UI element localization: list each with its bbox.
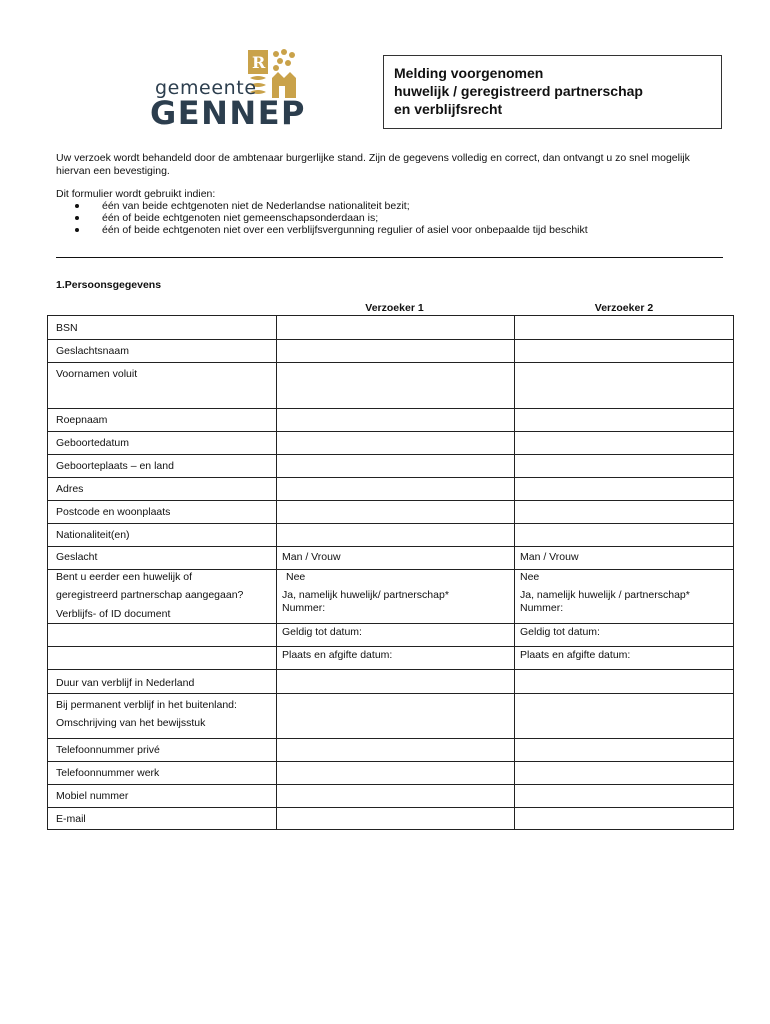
nummer-field-v1[interactable]: Nummer: bbox=[282, 602, 326, 614]
label-postcode: Postcode en woonplaats bbox=[56, 506, 171, 518]
row-divider bbox=[48, 339, 733, 340]
label-voornamen: Voornamen voluit bbox=[56, 368, 138, 380]
label-bsn: BSN bbox=[56, 322, 78, 334]
row-divider bbox=[48, 669, 733, 670]
label-eerder-huwelijk-2: geregistreerd partnerschap aangegaan? bbox=[56, 589, 244, 601]
row-divider bbox=[48, 362, 733, 363]
label-duur-verblijf: Duur van verblijf in Nederland bbox=[56, 677, 195, 689]
section-divider bbox=[56, 257, 723, 258]
column-header-verzoeker-1: Verzoeker 1 bbox=[365, 302, 424, 314]
label-geboortedatum: Geboortedatum bbox=[56, 437, 129, 449]
label-eerder-huwelijk: Bent u eerder een huwelijk of bbox=[56, 571, 193, 583]
row-divider bbox=[48, 784, 733, 785]
label-verblijfs-document: Verblijfs- of ID document bbox=[56, 608, 171, 620]
row-divider bbox=[48, 523, 733, 524]
bullet-icon bbox=[75, 204, 79, 208]
row-divider bbox=[48, 761, 733, 762]
label-bewijsstuk: Omschrijving van het bewijsstuk bbox=[56, 717, 206, 729]
geslacht-option-v1[interactable]: Man / Vrouw bbox=[282, 551, 341, 563]
row-divider bbox=[48, 408, 733, 409]
geslacht-option-v2[interactable]: Man / Vrouw bbox=[520, 551, 579, 563]
plaats-afgifte-field-v2[interactable]: Plaats en afgifte datum: bbox=[520, 649, 631, 661]
row-divider bbox=[48, 738, 733, 739]
condition-text: één van beide echtgenoten niet de Nederlandse nationaliteit bezit; bbox=[102, 200, 410, 212]
title-line-1: Melding voorgenomen bbox=[394, 65, 544, 81]
form-title-box bbox=[383, 55, 722, 129]
row-divider bbox=[48, 623, 733, 624]
geldig-tot-field-v1[interactable]: Geldig tot datum: bbox=[282, 626, 362, 638]
label-telefoon-werk: Telefoonnummer werk bbox=[56, 767, 160, 779]
label-adres: Adres bbox=[56, 483, 84, 495]
conditions-intro: Dit formulier wordt gebruikt indien: bbox=[56, 188, 216, 200]
row-divider bbox=[48, 477, 733, 478]
row-divider bbox=[48, 693, 733, 694]
nummer-field-v2[interactable]: Nummer: bbox=[520, 602, 564, 614]
row-divider bbox=[48, 431, 733, 432]
ja-option-v1[interactable]: Ja, namelijk huwelijk/ partnerschap* bbox=[282, 589, 449, 601]
row-divider bbox=[48, 454, 733, 455]
label-geboorteplaats: Geboorteplaats – en land bbox=[56, 460, 174, 472]
bullet-icon bbox=[75, 228, 79, 232]
nee-option-v2[interactable]: Nee bbox=[520, 571, 540, 583]
bullet-icon bbox=[75, 216, 79, 220]
logo-word-gemeente: gemeente bbox=[155, 77, 257, 99]
column-divider bbox=[514, 316, 515, 829]
label-geslacht: Geslacht bbox=[56, 551, 98, 563]
plaats-afgifte-field-v1[interactable]: Plaats en afgifte datum: bbox=[282, 649, 393, 661]
svg-text:R: R bbox=[252, 53, 266, 72]
label-geslachtsnaam: Geslachtsnaam bbox=[56, 345, 129, 357]
section-title: 1.Persoonsgegevens bbox=[56, 279, 162, 291]
nee-option-v1[interactable]: Nee bbox=[286, 571, 306, 583]
row-divider bbox=[48, 546, 733, 547]
label-nationaliteit: Nationaliteit(en) bbox=[56, 529, 130, 541]
row-divider bbox=[48, 807, 733, 808]
condition-text: één of beide echtgenoten niet gemeenschapsonderdaan is; bbox=[102, 212, 379, 224]
row-divider bbox=[276, 646, 733, 647]
intro-paragraph: Uw verzoek wordt behandeld door de ambtenaar burgerlijke stand. Zijn de gegevens volledig en correct, dan ontvangt u zo snel mogelijk hiervan een bevestiging. bbox=[56, 152, 690, 177]
column-divider bbox=[276, 316, 277, 829]
condition-text: één of beide echtgenoten niet over een verblijfsvergunning regulier of asiel voor onbepaalde tijd beschikt bbox=[102, 224, 588, 236]
personal-data-table bbox=[47, 315, 734, 830]
label-mobiel: Mobiel nummer bbox=[56, 790, 129, 802]
title-line-3: en verblijfsrecht bbox=[394, 101, 503, 117]
label-email: E-mail bbox=[56, 813, 86, 825]
ja-option-v2[interactable]: Ja, namelijk huwelijk / partnerschap* bbox=[520, 589, 690, 601]
logo-word-gennep: GENNEP bbox=[150, 94, 306, 132]
geldig-tot-field-v2[interactable]: Geldig tot datum: bbox=[520, 626, 600, 638]
column-header-verzoeker-2: Verzoeker 2 bbox=[594, 302, 654, 314]
label-roepnaam: Roepnaam bbox=[56, 414, 108, 426]
title-line-2: huwelijk / geregistreerd partnerschap bbox=[394, 83, 643, 99]
label-telefoon-prive: Telefoonnummer privé bbox=[56, 744, 160, 756]
row-divider bbox=[48, 500, 733, 501]
label-buitenland: Bij permanent verblijf in het buitenland: bbox=[56, 699, 237, 711]
row-divider bbox=[48, 569, 733, 570]
